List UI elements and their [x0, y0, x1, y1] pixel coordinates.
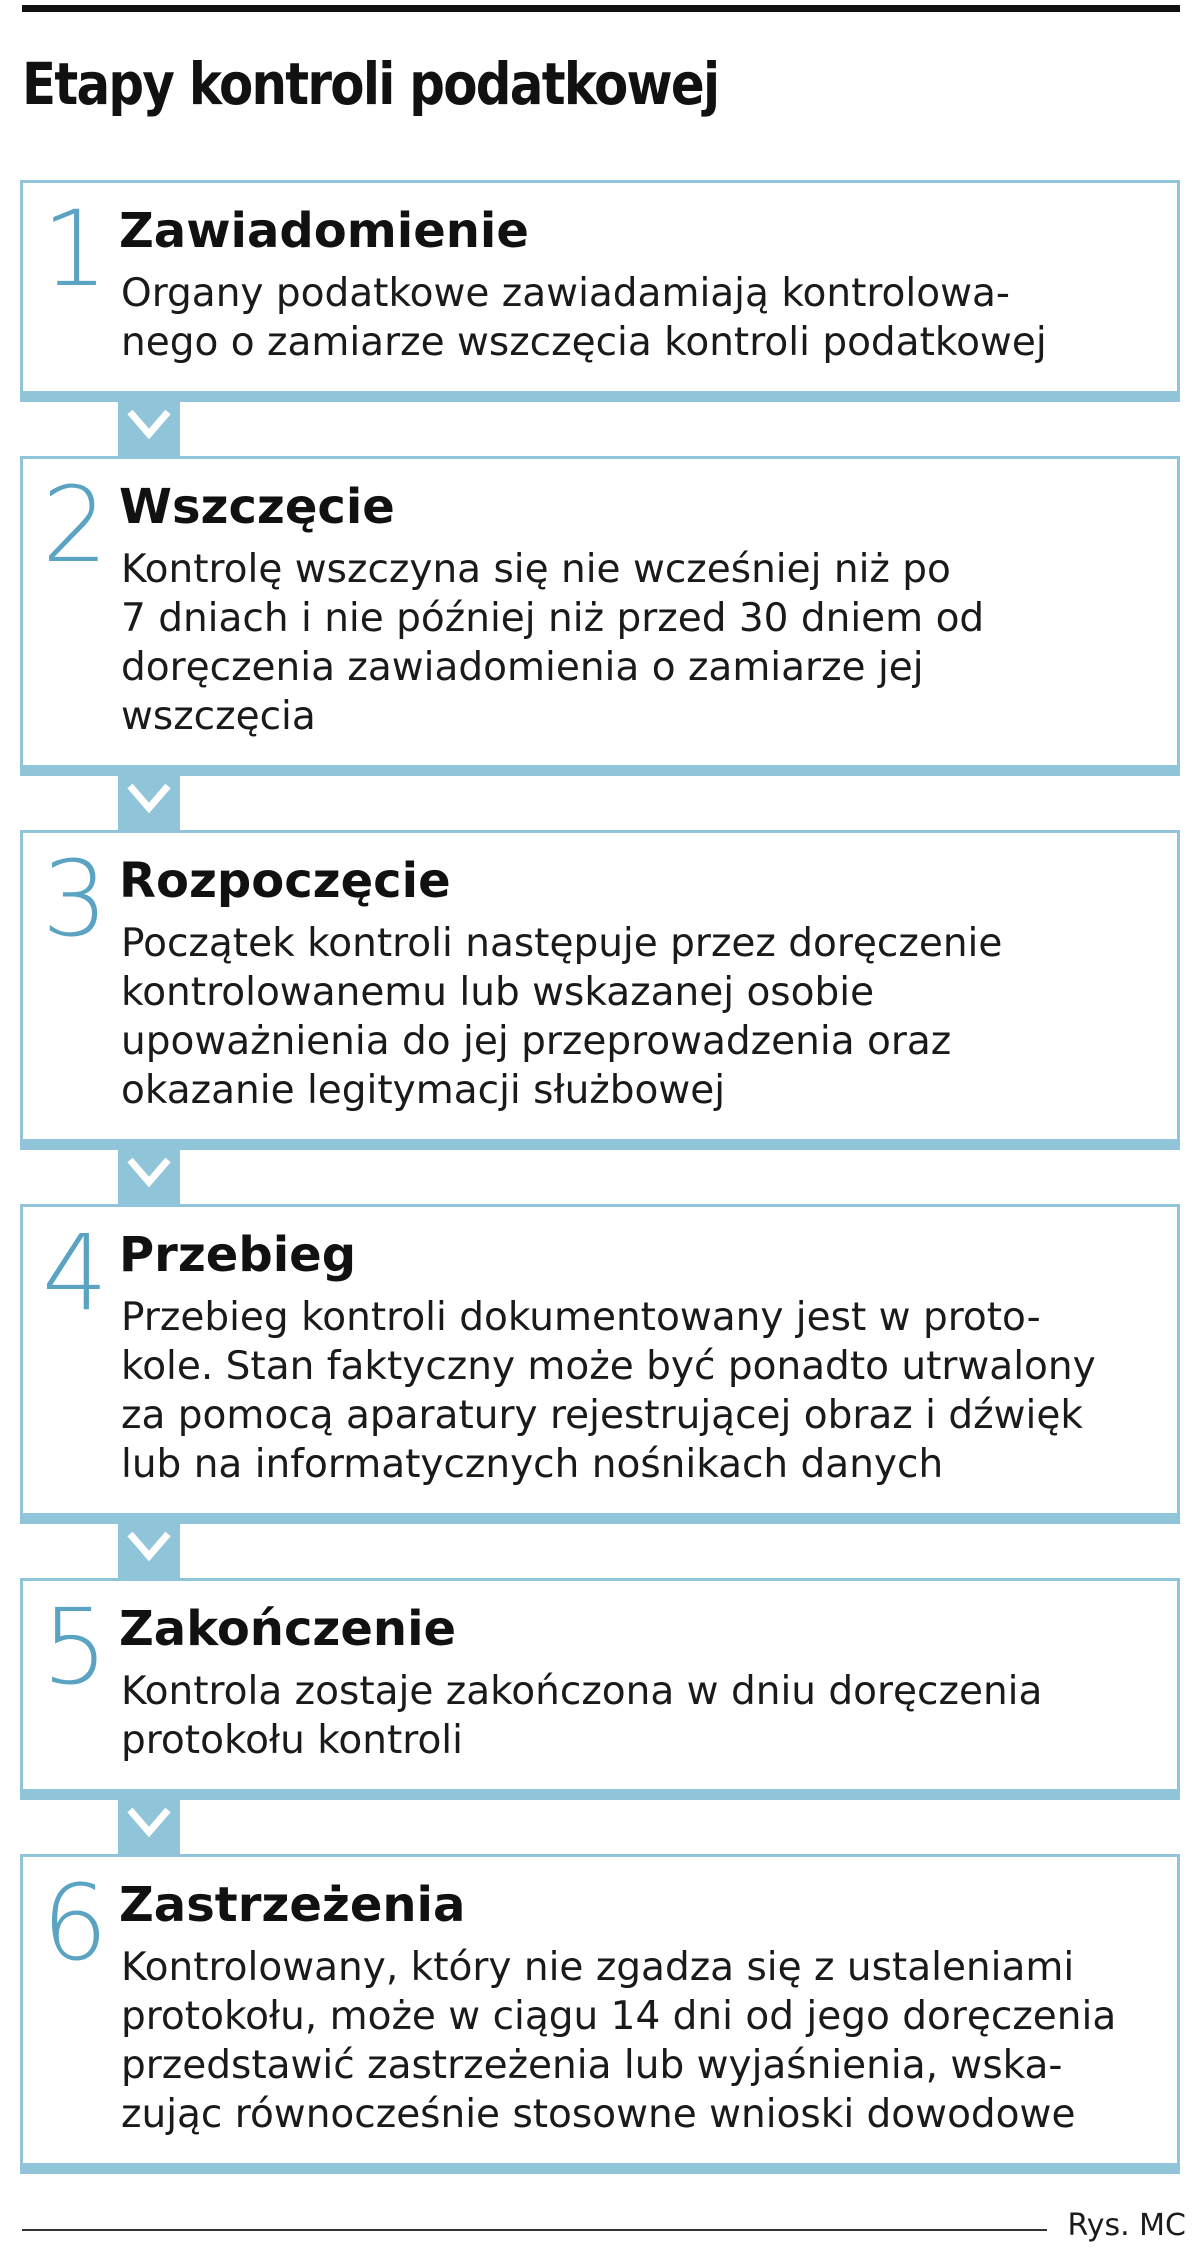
- bottom-rule: [22, 2229, 1047, 2231]
- step-description-line: przedstawić zastrzeżenia lub wyjaśnienia, wska-: [121, 2043, 1063, 2088]
- step-description-line: Początek kontroli następuje przez doręczenie: [121, 921, 1003, 966]
- step-description-line: protokołu kontroli: [121, 1718, 463, 1763]
- step-title: Przebieg: [119, 1227, 357, 1283]
- step-description-line: 7 dniach i nie później niż przed 30 dniem od: [121, 596, 985, 641]
- top-rule: [22, 5, 1180, 12]
- step-number: 5: [41, 1586, 109, 1708]
- step-description: [121, 1293, 1181, 1489]
- step-6: [20, 1854, 1180, 2174]
- step-4: [20, 1204, 1180, 1524]
- step-description: [121, 919, 1181, 1115]
- step-description-line: nego o zamiarze wszczęcia kontroli podatkowej: [121, 320, 1047, 365]
- step-description-line: zując równocześnie stosowne wnioski dowodowe: [121, 2092, 1076, 2137]
- step-title: Wszczęcie: [119, 479, 395, 535]
- step-description-line: Kontrolę wszczyna się nie wcześniej niż po: [121, 547, 951, 592]
- connector-arrow-icon: [118, 1150, 180, 1204]
- step-description-line: upoważnienia do jej przeprowadzenia oraz: [121, 1019, 952, 1064]
- step-3: [20, 830, 1180, 1150]
- step-5: [20, 1578, 1180, 1800]
- step-number: 4: [41, 1212, 109, 1334]
- step-title: Rozpoczęcie: [119, 853, 451, 909]
- step-description-line: za pomocą aparatury rejestrującej obraz i dźwięk: [121, 1393, 1083, 1438]
- connector-arrow-icon: [118, 1524, 180, 1578]
- step-description-line: okazanie legitymacji służbowej: [121, 1068, 726, 1113]
- step-description-line: kole. Stan faktyczny może być ponadto utrwalony: [121, 1344, 1096, 1389]
- step-description-line: protokołu, może w ciągu 14 dni od jego doręczenia: [121, 1994, 1117, 2039]
- step-title: Zawiadomienie: [119, 203, 529, 259]
- step-title: Zastrzeżenia: [119, 1877, 466, 1933]
- step-1: [20, 180, 1180, 402]
- step-description: [121, 269, 1181, 367]
- step-title: Zakończenie: [119, 1601, 457, 1657]
- connector-arrow-icon: [118, 402, 180, 456]
- step-description-line: lub na informatycznych nośnikach danych: [121, 1442, 944, 1487]
- connector-arrow-icon: [118, 776, 180, 830]
- step-description-line: kontrolowanemu lub wskazanej osobie: [121, 970, 875, 1015]
- step-description-line: Organy podatkowe zawiadamiają kontrolowa-: [121, 271, 1010, 316]
- step-description-line: Przebieg kontroli dokumentowany jest w proto-: [121, 1295, 1041, 1340]
- step-2: [20, 456, 1180, 776]
- page-title: Etapy kontroli podatkowej: [22, 50, 719, 118]
- step-description-line: Kontrola zostaje zakończona w dniu doręczenia: [121, 1669, 1043, 1714]
- step-number: 3: [41, 838, 109, 960]
- step-description: [121, 545, 1181, 741]
- step-description: [121, 1943, 1181, 2139]
- step-description-line: wszczęcia: [121, 694, 316, 739]
- step-description: [121, 1667, 1181, 1765]
- connector-arrow-icon: [118, 1800, 180, 1854]
- step-description-line: Kontrolowany, który nie zgadza się z ustaleniami: [121, 1945, 1075, 1990]
- step-number: 1: [41, 188, 109, 310]
- step-description-line: doręczenia zawiadomienia o zamiarze jej: [121, 645, 924, 690]
- credit-label: Rys. MC: [1067, 2208, 1186, 2243]
- step-number: 2: [41, 464, 109, 586]
- step-number: 6: [41, 1862, 109, 1984]
